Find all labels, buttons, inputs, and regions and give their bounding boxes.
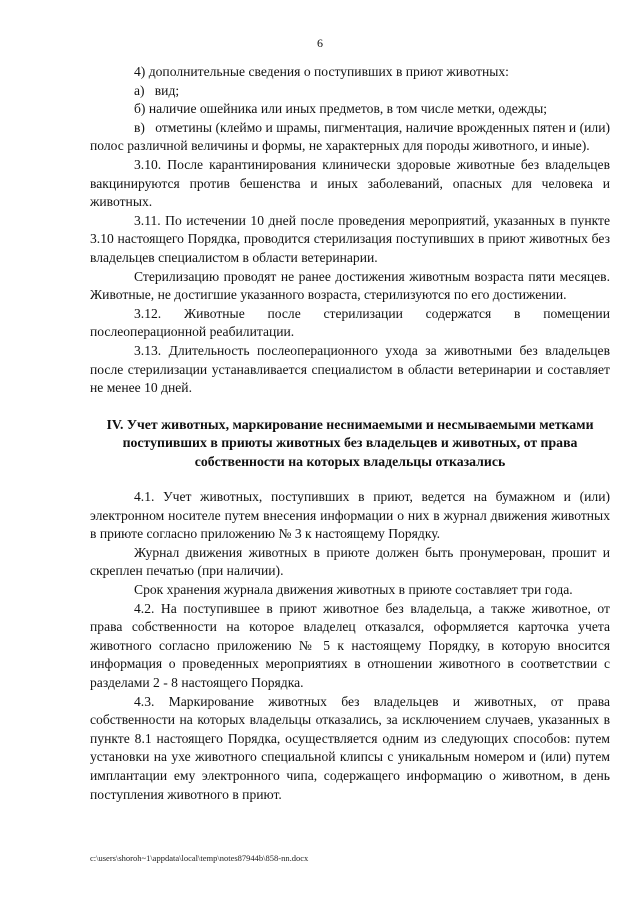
paragraph: в) отметины (клеймо и шрамы, пигментация, наличие врожденных пятен и (или) полос различной величины и формы, не характерных для породы животного, и иные). bbox=[90, 119, 610, 154]
paragraph: 3.12. Животные после стерилизации содержатся в помещении послеоперационной реабилитации. bbox=[90, 305, 610, 340]
page-number: 6 bbox=[317, 36, 323, 50]
paragraph: 3.10. После карантинирования клинически здоровые животные без владельцев вакцинируются против бешенства и иных заболеваний, опасных для человека и животных. bbox=[90, 156, 610, 210]
paragraph: 4.2. На поступившее в приют животное без владельца, а также животное, от права собственности на которое владелец отказался, оформляется карточка учета животного согласно приложению № 5 к настоящему Порядку, в которую вносится информация о проведенных мероприятиях в отношении животного в соответствии с разделами 2 - 8 настоящего Порядка. bbox=[90, 600, 610, 691]
paragraph: Стерилизацию проводят не ранее достижения животным возраста пяти месяцев. Животные, не достигшие указанного возраста, стерилизуются по его достижении. bbox=[90, 268, 610, 303]
paragraph: а) вид; bbox=[134, 82, 180, 98]
section-heading: IV. Учет животных, маркирование неснимаемыми и несмываемыми метками поступивших в приюты животных без владельцев и животных, от права собственности на которых владельцы отказались bbox=[106, 416, 594, 470]
paragraph: 4.3. Маркирование животных без владельцев и животных, от права собственности на которых владельцы отказались, за исключением случаев, указанных в пункте 8.1 настоящего Порядка, осуществляется одним из следующих способов: путем установки на ухе животного специальной клипсы с уникальным номером и (или) путем имплантации ему электронного чипа, содержащего информацию о животном, в день поступления животного в приют. bbox=[90, 693, 610, 802]
paragraph: Журнал движения животных в приюте должен быть пронумерован, прошит и скреплен печатью (при наличии). bbox=[90, 544, 610, 579]
paragraph: 3.13. Длительность послеоперационного ухода за животными без владельцев после стерилизации устанавливается специалистом в области ветеринарии и составляет не менее 10 дней. bbox=[90, 342, 610, 396]
paragraph: 3.11. По истечении 10 дней после проведения мероприятий, указанных в пункте 3.10 настоящего Порядка, проводится стерилизация поступивших в приют животных без владельцев специалистом в области ветеринарии. bbox=[90, 212, 610, 265]
footer-file-path: c:\users\shoroh~1\appdata\local\temp\notes87944b\858-nn.docx bbox=[90, 853, 309, 863]
paragraph: 4.1. Учет животных, поступивших в приют, ведется на бумажном и (или) электронном носителе путем внесения информации о них в журнал движения животных в приюте согласно приложению № 3 к настоящему Порядку. bbox=[90, 489, 610, 542]
paragraph: 4) дополнительные сведения о поступивших в приют животных: bbox=[134, 64, 509, 79]
document-body bbox=[90, 63, 610, 804]
paragraph: б) наличие ошейника или иных предметов, в том числе метки, одежды; bbox=[134, 101, 547, 117]
paragraph: Срок хранения журнала движения животных в приюте составляет три года. bbox=[134, 582, 573, 598]
